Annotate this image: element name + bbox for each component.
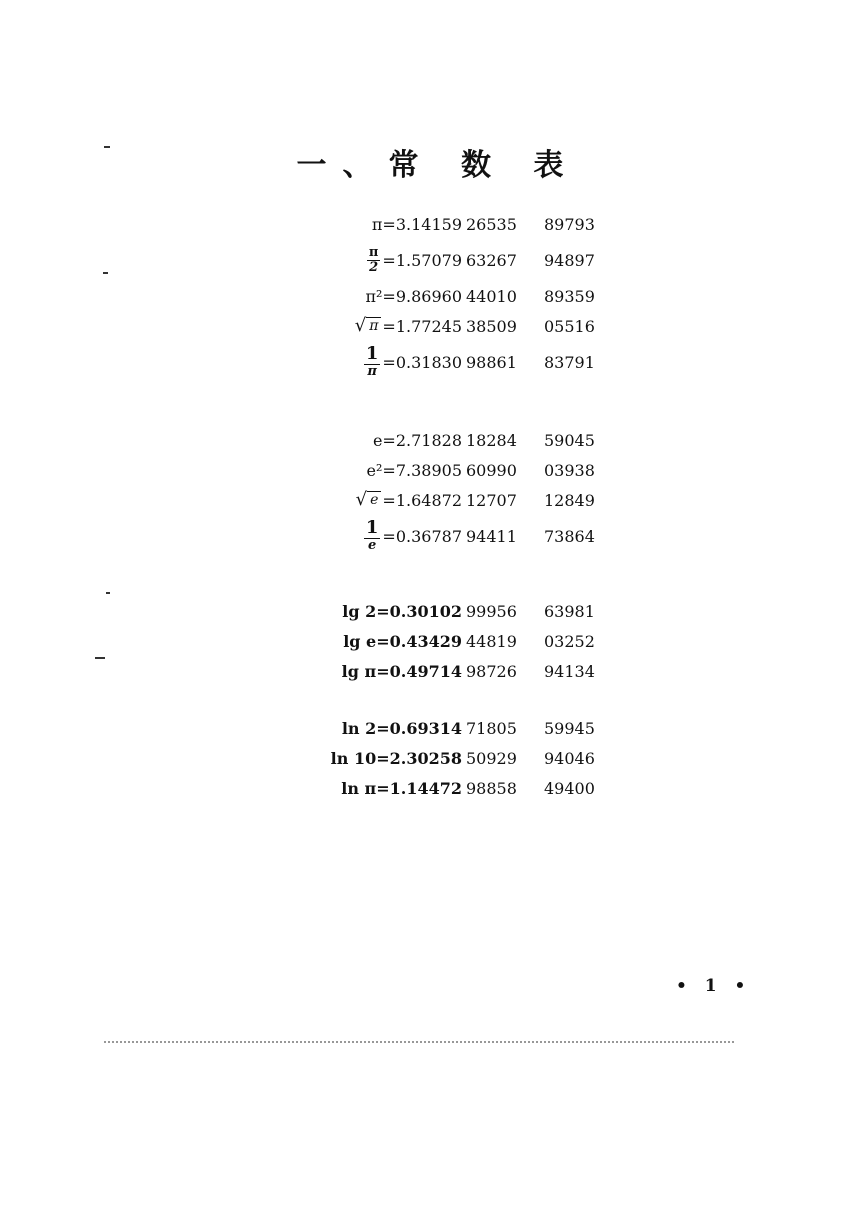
constant-row bbox=[0, 311, 860, 341]
radical-sign-icon: √ bbox=[355, 489, 368, 510]
constant-expression: ln 2=0.69314 bbox=[341, 718, 462, 738]
digits-group-3: 03938 bbox=[544, 460, 595, 480]
constant-expression bbox=[367, 239, 462, 281]
fraction-numerator: 1 bbox=[365, 517, 379, 539]
constant-expression: lg e=0.43429 bbox=[343, 631, 462, 651]
constant-row bbox=[0, 425, 860, 455]
constant-expression bbox=[356, 485, 462, 515]
digits-group-3: 49400 bbox=[544, 778, 595, 798]
digits-group-2: 38509 bbox=[466, 316, 517, 336]
constant-value: =0.36787 bbox=[382, 526, 462, 546]
radicand: e bbox=[367, 491, 381, 509]
digits-group-3: 63981 bbox=[544, 601, 595, 621]
fraction-numerator: 1 bbox=[365, 343, 379, 365]
digits-group-3: 03252 bbox=[544, 631, 595, 651]
digits-group-3: 59045 bbox=[544, 430, 595, 450]
page-number: • 1 • bbox=[676, 976, 752, 996]
digits-group-3: 94897 bbox=[544, 250, 595, 270]
digits-group-2: 60990 bbox=[466, 460, 517, 480]
constant-expression: lg 2=0.30102 bbox=[342, 601, 462, 621]
digits-group-2: 99956 bbox=[466, 601, 517, 621]
constant-expression bbox=[364, 515, 462, 557]
constant-expression: ln 10=2.30258 bbox=[330, 748, 462, 768]
fraction bbox=[367, 246, 381, 274]
digits-group-3: 89793 bbox=[544, 214, 595, 234]
fraction bbox=[364, 519, 381, 553]
constant-row bbox=[0, 455, 860, 485]
fraction-denominator: e bbox=[368, 538, 377, 554]
digits-group-2: 98726 bbox=[466, 661, 517, 681]
constant-value: =1.77245 bbox=[382, 316, 462, 336]
constant-value: =0.31830 bbox=[382, 352, 462, 372]
square-root bbox=[356, 491, 382, 509]
constant-row bbox=[0, 209, 860, 239]
digits-group-3: 12849 bbox=[544, 490, 595, 510]
digits-group-3: 73864 bbox=[544, 526, 595, 546]
digits-group-3: 83791 bbox=[544, 352, 595, 372]
fraction-numerator: π bbox=[368, 244, 379, 260]
digits-group-3: 05516 bbox=[544, 316, 595, 336]
constant-expression: lg π=0.49714 bbox=[341, 661, 462, 681]
radicand: π bbox=[366, 317, 381, 335]
constant-row bbox=[0, 656, 860, 686]
fraction-denominator: 2 bbox=[369, 259, 379, 275]
constant-row bbox=[0, 713, 860, 743]
digits-group-2: 18284 bbox=[466, 430, 517, 450]
constant-expression: e=2.71828 bbox=[372, 430, 462, 450]
digits-group-2: 71805 bbox=[466, 718, 517, 738]
digits-group-3: 89359 bbox=[544, 286, 595, 306]
digits-group-2: 26535 bbox=[466, 214, 517, 234]
e-constants-group bbox=[0, 425, 860, 557]
digits-group-2: 63267 bbox=[466, 250, 517, 270]
constant-row bbox=[0, 239, 860, 281]
constant-expression: ln π=1.14472 bbox=[341, 778, 462, 798]
constant-expression bbox=[355, 311, 462, 341]
constant-row bbox=[0, 743, 860, 773]
constant-row bbox=[0, 596, 860, 626]
constant-expression bbox=[364, 341, 462, 383]
scan-mark bbox=[95, 657, 105, 659]
constant-expression: e²=7.38905 bbox=[366, 460, 462, 480]
radical-sign-icon: √ bbox=[354, 315, 367, 336]
constant-row bbox=[0, 515, 860, 557]
digits-group-2: 98861 bbox=[466, 352, 517, 372]
scan-mark bbox=[103, 272, 108, 274]
lg-constants-group bbox=[0, 596, 860, 686]
digits-group-2: 44819 bbox=[466, 631, 517, 651]
constant-row bbox=[0, 773, 860, 803]
constant-row bbox=[0, 626, 860, 656]
constant-expression: π=3.14159 bbox=[371, 214, 462, 234]
constant-value: =1.64872 bbox=[382, 490, 462, 510]
scan-mark bbox=[106, 592, 110, 594]
pi-constants-group bbox=[0, 209, 860, 383]
fraction-denominator: π bbox=[367, 364, 377, 380]
digits-group-2: 50929 bbox=[466, 748, 517, 768]
square-root bbox=[355, 317, 382, 335]
constant-row bbox=[0, 485, 860, 515]
fraction bbox=[364, 345, 381, 379]
constant-row bbox=[0, 281, 860, 311]
constant-row bbox=[0, 341, 860, 383]
page-title: 一、常 数 表 bbox=[296, 148, 580, 183]
digits-group-3: 94134 bbox=[544, 661, 595, 681]
digits-group-3: 94046 bbox=[544, 748, 595, 768]
digits-group-2: 98858 bbox=[466, 778, 517, 798]
constant-expression: π²=9.86960 bbox=[365, 286, 462, 306]
scan-footer-line bbox=[104, 1041, 734, 1045]
constant-value: =1.57079 bbox=[382, 250, 462, 270]
ln-constants-group bbox=[0, 713, 860, 803]
digits-group-3: 59945 bbox=[544, 718, 595, 738]
digits-group-2: 44010 bbox=[466, 286, 517, 306]
scan-mark bbox=[104, 146, 110, 148]
digits-group-2: 12707 bbox=[466, 490, 517, 510]
digits-group-2: 94411 bbox=[466, 526, 517, 546]
